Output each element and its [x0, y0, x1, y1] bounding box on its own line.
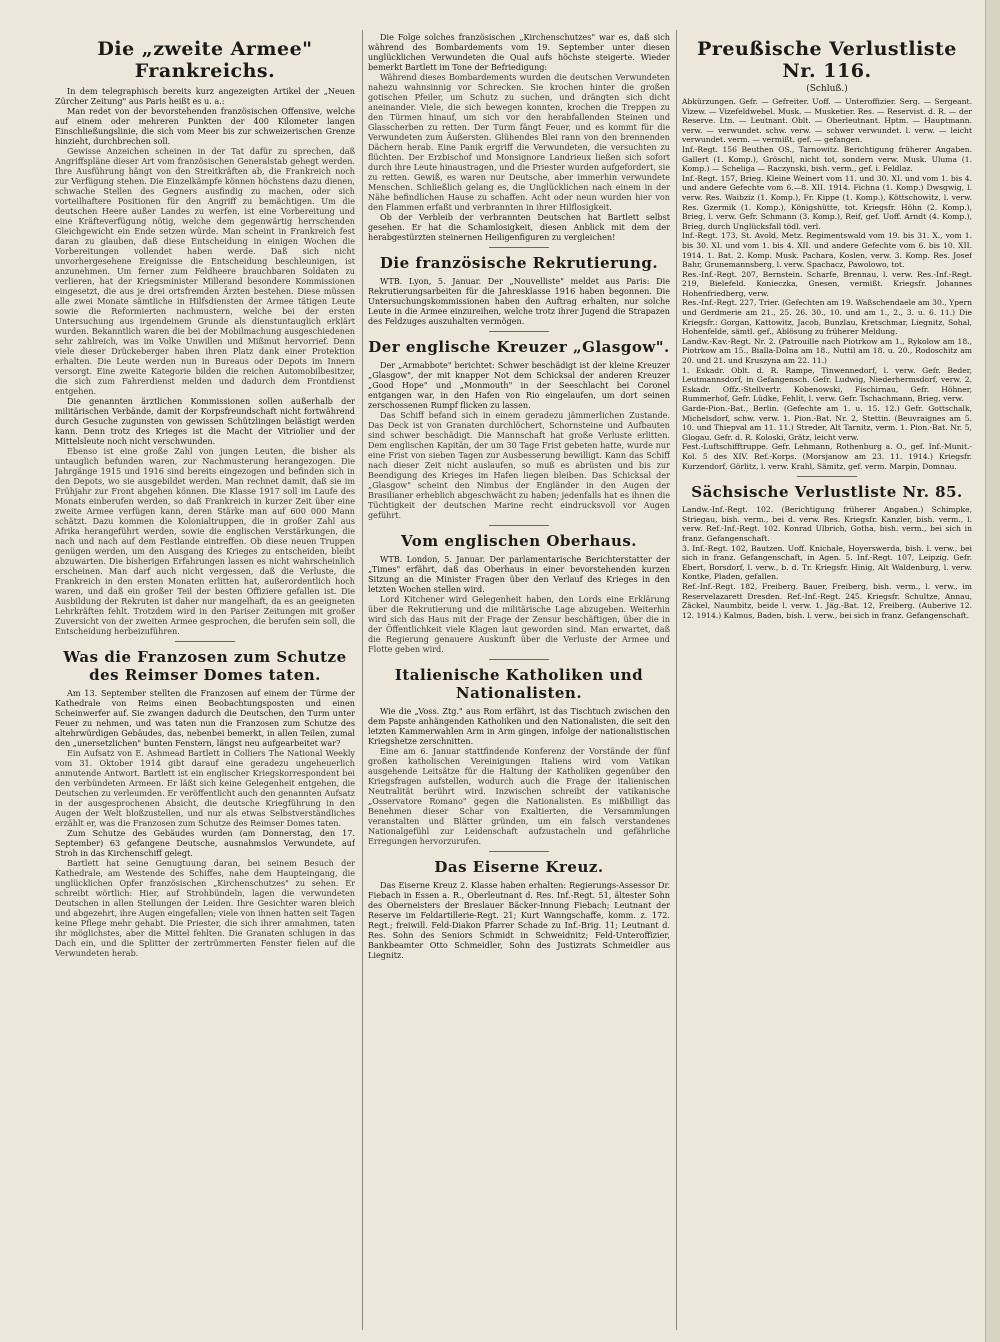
article-paragraph: Eine am 6. Januar stattfindende Konferenz der Vorstände der fünf großen katholischen Vereinigungen Italiens wird vom Vatikan ausgehende Leitsätze für die Haltung der Katholiken gegenüber den Kriegsfragen aufstellen, wodurch auch die Frage der italienischen Neutralität berührt wird. Inzwischen schreibt der vatikanische „Osservatore Romano" gegen die Nationalisten. Es mißbilligt das Benehmen dieser Schar von Exaltierten, die Versammlungen veranstalten und Blätter gründen, um ein falsch verstandenes Nationalgefühl zur Leidenschaft aufzustacheln und gefährliche Erregungen hervorzurufen. [368, 746, 670, 846]
article-paragraph: Bartlett hat seine Genugtuung daran, bei seinem Besuch der Kathedrale, am Westende des Schiffes, nahe dem Haupteingang, die unglücklichen Opfer französischen „Kirchenschutzes" zu sehen. Er schreibt wörtlich: Hier, auf Strohbündeln, lagen die verwundeten Deutschen in allen Stellungen der Leiden. Ihre Gesichter waren bleich und abgezehrt, ihre Augen eingefallen; viele von ihnen hatten seit Tagen keine Pflege mehr gehabt. Die Priester, die sich ihrer annahmen, taten ihr möglichstes, aber die Mittel fehlten. Die Granaten schlugen in das Dach ein, und die Splitter der zertrümmerten Fenster fielen auf die Verwundeten herab. [55, 858, 355, 958]
article-paragraph: Ein Aufsatz von E. Ashmead Bartlett in Colliers The National Weekly vom 31. Oktober 1914 gibt darauf eine geradezu ungeheuerlich anmutende Antwort. Bartlett ist ein englischer Kriegskorrespondent bei den verbündeten Armeen. Er läßt sich keine Gelegenheit entgehen, die Deutschen zu verleumden. Er veröffentlicht auch den genannten Aufsatz in der ausgesprochenen Absicht, die deutsche Kriegführung in den Augen der Welt bloßzustellen, und nur als etwas Selbstverständliches erzählt er, was die Franzosen zum Schutze des Reimser Domes taten. [55, 748, 355, 828]
column-rule-2 [676, 30, 677, 1330]
casualty-entry: Ref.-Inf.-Regt. 182, Freiberg. Bauer, Freiberg, bish. verm., l. verw., im Reservelazarett Dresden. Ref.-Inf.-Regt. 245. Kriegsfr. Schultze, Annau, Zäckel, Naumbitz, beide l. verw. 1. Jäg.-Bat. 12, Freiberg. (Auberive 12. 12. 1914.) Kalmus, Baden, bish. l. verw., bei sich in franz. Gefangenschaft. [682, 581, 972, 620]
article-title-katholiken: Italienische Katholiken und Nationalisten. [394, 666, 644, 702]
casualty-entry: Landw.-Kav.-Regt. Nr. 2. (Patrouille nach Piotrkow am 1., Rykolow am 18., Piotrkow am 15., Bialla-Dolna am 18., Nuttil am 18. u. 20., Rodoschitz am 20. und 21. und Kruszyna am 22. 11.) [682, 336, 972, 366]
casualty-entry: Landw.-Inf.-Regt. 102. (Berichtigung früherer Angaben.) Schimpke, Striegau, bish. verm., bei d. verw. Res. Kriegsfr. Kanzler, bish. verm., l. verw. Ref.-Inf.-Regt. 102. Konrad Ulbrich, Gotha, bish. verm., bei sich in franz. Gefangenschaft. [682, 505, 972, 543]
article-title-glasgow: Der englische Kreuzer „Glasgow". [368, 338, 670, 356]
divider [489, 659, 549, 660]
article-paragraph: Während dieses Bombardements wurden die deutschen Verwundeten nahezu wahnsinnig vor Schrecken. Sie krochen hinter die großen gotischen Pfeiler, um Schutz zu suchen, und drängten sich dicht aneinander. Viele, die sich bewegen konnten, krochen die Treppen zu den Türmen hinauf, um sich vor den herabfallenden Steinen und Glasscherben zu retten. Der Turm fängt Feuer, und es kommt für die Verwundeten zum Äußersten. Glühendes Blei rann von den brennenden Dächern herab. Eine Panik ergriff die Verwundeten, die versuchten zu flüchten. Der Erzbischof und Monsignore Landrieux ließen sich sofort durch ihre Leute hinaustragen, und die Priester wurden aufgefordert, sie zu retten. Gewiß, es waren nur Deutsche, aber immerhin verwundete Menschen. Schließlich gelang es, die Unglücklichen nach einem in der Nähe befindlichen Hause zu schaffen. Acht oder neun wurden hier von den Flammen erfaßt und verbrannten in ihrer Hilflosigkeit. [368, 72, 670, 212]
casualty-entry: Garde-Pion.-Bat., Berlin. (Gefechte am 1. u. 15. 12.) Gefr. Gottschalk, Michelsdorf, schw. verw. 1. Pion.-Bat. Nr. 2, Stettin. (Beuvraignes am 5. 10. und Thiepval am 11. 11.) Streder, Alt Tarnitz, verm. 1. Pion.-Bat. Nr. 5, Glogau. Gefr. d. R. Koloski, Grätz, leicht verw. [682, 404, 972, 442]
article-paragraph: Ebenso ist eine große Zahl von jungen Leuten, die bisher als untauglich befunden waren, zur Nachmusterung herangezogen. Die Jahrgänge 1915 und 1916 sind bereits eingezogen und befinden sich in den Depots, wo sie ausgebildet werden. Man rechnet damit, daß sie im Frühjahr zur Front abgehen können. Die Klasse 1917 soll im Laufe des Monats einberufen werden, so daß Frankreich in kurzer Zeit über eine zweite Armee verfügen kann, deren Stärke man auf 600 000 Mann schätzt. Dazu kommen die Kolonialtruppen, die in großer Zahl aus Afrika herangeführt werden, sowie die englischen Verstärkungen, die nach und nach auf dem Festlande eintreffen. Ob diese neuen Truppen genügen werden, um den Ausgang des Krieges zu entscheiden, bleibt abzuwarten. Die bisherigen Erfahrungen lassen es nicht wahrscheinlich erscheinen. Man darf auch nicht vergessen, daß die Verluste, die Frankreich in den ersten Monaten erlitten hat, außerordentlich hoch waren, und daß ein großer Teil der besten Offiziere gefallen ist. Die Ausbildung der Rekruten ist daher nur mangelhaft, da es an geeigneten Lehrkräften fehlt. Trotzdem wird in den Pariser Zeitungen mit großer Zuversicht von der zweiten Armee gesprochen, die berufen sein soll, die Entscheidung herbeizuführen. [55, 446, 355, 636]
article-paragraph: Der „Armabbote" berichtet: Schwer beschädigt ist der kleine Kreuzer „Glasgow", der mit knapper Not dem Schicksal der anderen Kreuzer „Good Hope" und „Monmouth" in der Seeschlacht bei Coronel entgangen war, in den Hafen von Rio eingelaufen, um dort seinen zerschossenen Rumpf flicken zu lassen. [368, 360, 670, 410]
article-paragraph: Lord Kitchener wird Gelegenheit haben, den Lords eine Erklärung über die Rekrutierung und die militärische Lage abzugeben. Weiterhin wird sich das Haus mit der Frage der Zensur beschäftigen, über die in der Öffentlichkeit viele Klagen laut geworden sind. Man erwartet, daß die Regierung genauere Auskunft über die Verluste der Armee und Flotte geben wird. [368, 594, 670, 654]
article-title-preussische-verlustliste: Preußische Verlustliste Nr. 116. [697, 38, 957, 82]
article-paragraph: Gewisse Anzeichen scheinen in der Tat dafür zu sprechen, daß Angriffspläne dieser Art vom französischen Generalstab gehegt werden. Ihre Ausführung hängt von den Streitkräften ab, die Frankreich noch zur Verfügung stehen. Die Einzelkämpfe können höchstens dazu dienen, schwache Stellen des Gegners ausfindig zu machen, oder sich vorteilhaftere Positionen für den Angriff zu bemächtigen. Um die deutschen Heere außer Landes zu werfen, ist eine Vorbereitung und eine Kräfteverfügung nötig, welche dem gegenwärtig herrschenden Gleichgewicht ein Ende setzen würde. Man scheint in Frankreich fest daran zu glauben, daß diese Entscheidung in einigen Wochen die Vorbereitungen vollendet haben werde. Daß sich nicht unvorhergesehene Ereignisse die Entscheidung beschleunigen, ist anzunehmen. Um ferner zum Feldheere brauchbaren Soldaten zu verlieren, hat der Kriegsminister Millerand besondere Kommissionen eingesetzt, die aus je drei ortsfremden Ärzten bestehen. Diese müssen alle zwei Monate sämtliche in Hilfsdiensten der Armee tätigen Leute sowie die Reformierten nachmustern, welche bei der ersten Untersuchung aus irgendeinem Grunde als dienstuntauglich erklärt wurden. Bekanntlich waren die bei der Mobilmachung ausgeschiedenen sehr zahlreich, was im Volke Unwillen und Mißmut hervorrief. Denn viele dieser Drückeberger haben ihren Platz dank einer Protektion erhalten. Die Leute werden nun in Bureaus oder Depots im Innern versorgt. Eine zweite Kategorie bilden die reichen Automobilbesitzer, die sich zum Fahrerdienst melden und dadurch dem Frontdienst entgehen. [55, 146, 355, 396]
article-paragraph: Ob der Verbleib der verbrannten Deutschen hat Bartlett selbst gesehen. Er hat die Schamlosigkeit, diesen Anblick mit dem der herabgestürzten steinernen Heiligenfiguren zu vergleichen! [368, 212, 670, 242]
subtitle-schluss: (Schluß.) [806, 84, 848, 94]
column-middle [368, 32, 670, 1332]
casualty-entry: Fest.-Luftschifftruppe. Gefr. Lehmann, Rothenburg a. O., gef. Inf.-Munit.-Kol. 5 des XIV. Ref.-Korps. (Morsjanow am 23. 11. 1914.) Kriegsfr. Kurzendorf, Görlitz, l. verw. Krahl, Sämitz, gef. verm. Marpin, Domnau. [682, 442, 972, 471]
article-title-rekrutierung: Die französische Rekrutierung. [379, 254, 659, 272]
casualty-entry: Res.-Inf.-Regt. 227, Trier. (Gefechten am 19. Waßschendaele am 30., Ypern und Gerdmerie am 21., 25. 26. 30., 10. und am 1., 2., 3. u. 6. 11.) Die Kriegsfr.: Gorgan, Kattowitz, Jacob, Bunzlau, Kretschmar, Liegnitz, Sohal, Hohenfelde, sämtl. gef., Ablösung zu früherer Meldung. [682, 298, 972, 337]
column-left [55, 32, 355, 1332]
column-right [682, 32, 972, 1332]
column-rule-1 [362, 30, 363, 1330]
article-paragraph: In dem telegraphisch bereits kurz angezeigten Artikel der „Neuen Zürcher Zeitung" aus Paris heißt es u. a.: [55, 86, 355, 106]
article-title-saechsische-verlustliste: Sächsische Verlustliste Nr. 85. [691, 483, 963, 502]
divider [797, 476, 857, 477]
page-binding-edge [985, 0, 1000, 1342]
casualty-entry: Inf.-Regt. 173, St. Avold, Metz. Regimentswald vom 19. bis 31. X., vom 1. bis 30. XI. und vom 1. bis 4. XII. und andere Gefechte vom 6. bis 10. XII. 1914. 1. Bat. 2. Komp. Musk. Pachara, Koslen, verw. 3. Komp. Res. Josef Bahr, Grunemannsberg, l. verw. Spachacz, Pawolowo, tot. [682, 231, 972, 270]
article-paragraph: Wie die „Voss. Ztg." aus Rom erfährt, ist das Tischtuch zwischen den dem Papste anhängenden Katholiken und den Nationalisten, die seit den letzten Kammerwahlen Arm in Arm gingen, infolge der nationalistischen Kriegshetze zerschnitten. [368, 706, 670, 746]
article-title-reimser-dom: Was die Franzosen zum Schutze des Reimser Domes taten. [63, 648, 347, 684]
article-title-eisernes-kreuz: Das Eiserne Kreuz. [434, 858, 604, 876]
casualty-entry: Res.-Inf.-Regt. 207, Bernstein. Scharfe, Brennau, l. verw. Res.-Inf.-Regt. 219, Bielefeld. Konieczka, Gnesen, vermißt. Kriegsfr. Johannes Hohenfriedberg, verw. [682, 269, 972, 298]
article-title-zweite-armee: Die „zweite Armee" Frankreichs. [97, 38, 313, 82]
divider [489, 851, 549, 852]
casualty-entry: 1. Eskadr. Oblt. d. R. Rampe, Tinwennedorf, l. verw. Gefr. Beder, Leutmannsdorf, in Gefangensch. Gefr. Ludwig, Niederhermsdorf, verw. 2. Eskadr. Offz.-Stellvertr. Kobenowski, Fischirnau, Gefr. Höhner, Rummerhof, Gefr. Lüdke, Fehlit, l. verw. Gefr. Tschachmann, Brieg, verw. [682, 365, 972, 404]
article-paragraph: Zum Schutze des Gebäudes wurden (am Donnerstag, den 17. September) 63 gefangene Deutsche, ausnahmslos Verwundete, auf Stroh in das Kirchenschiff gelegt. [55, 828, 355, 858]
divider [175, 641, 235, 642]
casualty-entry: Inf.-Regt. 156 Beuthen OS., Tarnowitz. Berichtigung früherer Angaben. Gallert (1. Komp.), Gröschl, nicht tot, sondern verw. Musk. Uluma (1. Komp.) — Scheliga — Raczynski, bish. verm., gef. i. Feldlaz. [682, 144, 972, 174]
divider [489, 331, 549, 332]
article-paragraph: Die Folge solches französischen „Kirchenschutzes" war es, daß sich während des Bombardements vom 19. September unter diesen unglücklichen Verwundeten die Qual aufs höchste steigerte. Wieder bemerkt Bartlett im Tone der Befriedigung: [368, 32, 670, 72]
article-paragraph: Man redet von der bevorstehenden französischen Offensive, welche auf einem oder mehreren Punkten der 400 Kilometer langen Einschließungslinie, die sich vom Meer bis zur schweizerischen Grenze hinzieht, durchbrechen soll. [55, 106, 355, 146]
abbreviation-legend: Abkürzungen. Gefr. — Gefreiter. Uoff. — Unteroffizier. Serg. — Sergeant. Vizew. — Vizefeldwebel. Musk. — Musketier. Res. — Reservist. d. R. — der Reserve. Ltn. — Leutnant. Oblt. — Oberleutnant. Hptm. — Hauptmann. verw. — verwundet. schw. verw. — schwer verwundet. l. verw. — leicht verwundet. verm. — vermißt. gef. — gefangen. [682, 97, 972, 145]
article-paragraph: WTB. Lyon, 5. Januar. Der „Nouvelliste" meldet aus Paris: Die Rekrutierungsarbeiten für die Jahresklasse 1916 haben begonnen. Die Untersuchungskommissionen haben den Auftrag erhalten, nur solche Leute in die Armee einzureihen, welche trotz ihrer Jugend die Strapazen des Feldzuges auszuhalten vermögen. [368, 276, 670, 326]
casualty-entry: Inf.-Regt. 157, Brieg. Kleine Weinert vom 11. und 30. XI. und vom 1. bis 4. und andere Gefechte vom 6.—8. XII. 1914. Fichna (1. Komp.) Dwsgwig, l. verw. Res. Waibziz (1. Komp.), Fr. Kippe (1. Komp.), Köttschowitz, l. verw. Res. Gzermik (1. Komp.), Königshütte, tot. Kriegsfr. Höhn (2. Komp.), Brieg, l. verw. Gefr. Schmann (3. Komp.), Reif, gef. Uoff. Arndt (4. Komp.), Brieg, durch Unglücksfall tödl. verl. [682, 173, 972, 231]
article-paragraph: Am 13. September stellten die Franzosen auf einem der Türme der Kathedrale von Reims einen Beobachtungsposten und einen Scheinwerfer auf. Sie zwangen dadurch die Deutschen, den Turm unter Feuer zu nehmen, und was taten nun die Franzosen zum Schutze des altehrwürdigen Gebäudes, das, nebenbei bemerkt, in allen Teilen, zumal den „unersetzlichen" bunten Fenstern, längst neu aufgearbeitet war? [55, 688, 355, 748]
article-paragraph: Das Eiserne Kreuz 2. Klasse haben erhalten: Regierungs-Assessor Dr. Fiebach in Essen a. R., Oberleutnant d. Res. Inf.-Regt. 51, ältester Sohn des Oberneisters der Breslauer Bäcker-Innung Fiebach; Leutnant der Reserve im Feldartillerie-Regt. 21; Kurt Wanngschaffe, komm. z. 172. Regt.; freiwill. Feld-Diakon Pfarrer Schade zu Inf.-Brig. 11; Leutnant d. Res. Sohn des Seniors Schmidt in Schweidnitz; Feld-Unteroffizier, Bankbeamter Otto Schmeidler, Sohn des Justizrats Schmeidler aus Liegnitz. [368, 880, 670, 960]
article-paragraph: Die genannten ärztlichen Kommissionen sollen außerhalb der militärischen Verbände, damit der Korpsfreundschaft nicht fortwährend durch Gesuche zugunsten von gewissen Schützlingen belästigt werden kann. Denn trotz des Krieges ist die Macht der Vitriolier und der Mittelsleute noch nicht verschwunden. [55, 396, 355, 446]
divider [489, 247, 549, 248]
article-title-oberhaus: Vom englischen Oberhaus. [400, 532, 638, 550]
article-paragraph: Das Schiff befand sich in einem geradezu jämmerlichen Zustande. Das Deck ist von Granaten durchlöchert, Schornsteine und Aufbauten sind schwer beschädigt. Die Mannschaft hat große Verluste erlitten. Dem englischen Kapitän, der um 30 Tage Frist gebeten hatte, wurde nur eine Frist von sieben Tagen zur Ausbesserung bewilligt. Kann das Schiff nach dieser Zeit nicht auslaufen, so muß es abrüsten und bis zur Beendigung des Krieges im Hafen liegen bleiben. Das Schicksal der „Glasgow" scheint den Nimbus der Engländer in den Augen der Brasilianer erheblich abgeschwächt zu haben; jedenfalls hat es ihnen die Tüchtigkeit der deutschen Marine recht eindrucksvoll vor Augen geführt. [368, 410, 670, 520]
divider [489, 525, 549, 526]
casualty-entry: 3. Inf.-Regt. 102, Bautzen. Uoff. Knichale, Hoyerswerda, bish. l. verw., bei sich in franz. Gefangenschaft, in Agen. 5. Inf.-Regt. 107, Leipzig. Gefr. Ebert, Borsdorf, l. verw., b. d. Tr. Kriegsfr. Hinig, Alt Waldenburg, l. verw. Kontke, Pladen, gefallen. [682, 543, 972, 582]
article-paragraph: WTB. London, 5. Januar. Der parlamentarische Berichterstatter der „Times" erfährt, daß das Oberhaus in einer bevorstehenden kurzen Sitzung an die Minister Fragen über den Verlauf des Krieges in den letzten Wochen stellen wird. [368, 554, 670, 594]
